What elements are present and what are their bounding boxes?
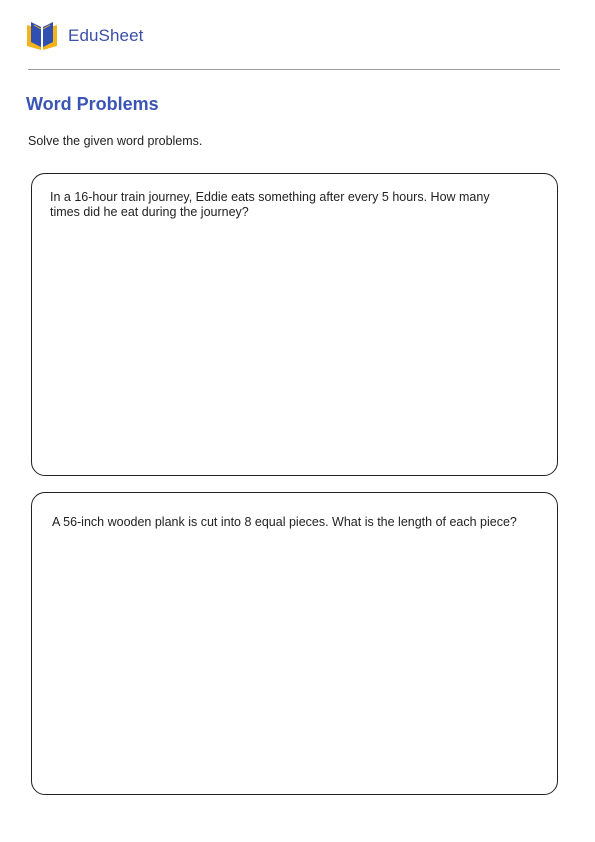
- problem-text-2: A 56-inch wooden plank is cut into 8 equal pieces. What is the length of each piece?: [52, 515, 517, 529]
- header-divider: [28, 69, 560, 70]
- worksheet-instructions: Solve the given word problems.: [28, 134, 203, 148]
- brand-header: [26, 20, 143, 52]
- problem-answer-box-2: [31, 492, 558, 795]
- worksheet-title: Word Problems: [26, 94, 159, 114]
- problem-answer-box-1: [31, 173, 558, 476]
- open-book-icon: [26, 21, 58, 51]
- problem-text-1: In a 16-hour train journey, Eddie eats something after every 5 hours. How many times did he eat during the journey?: [50, 190, 490, 219]
- brand-name: EduSheet: [68, 26, 144, 45]
